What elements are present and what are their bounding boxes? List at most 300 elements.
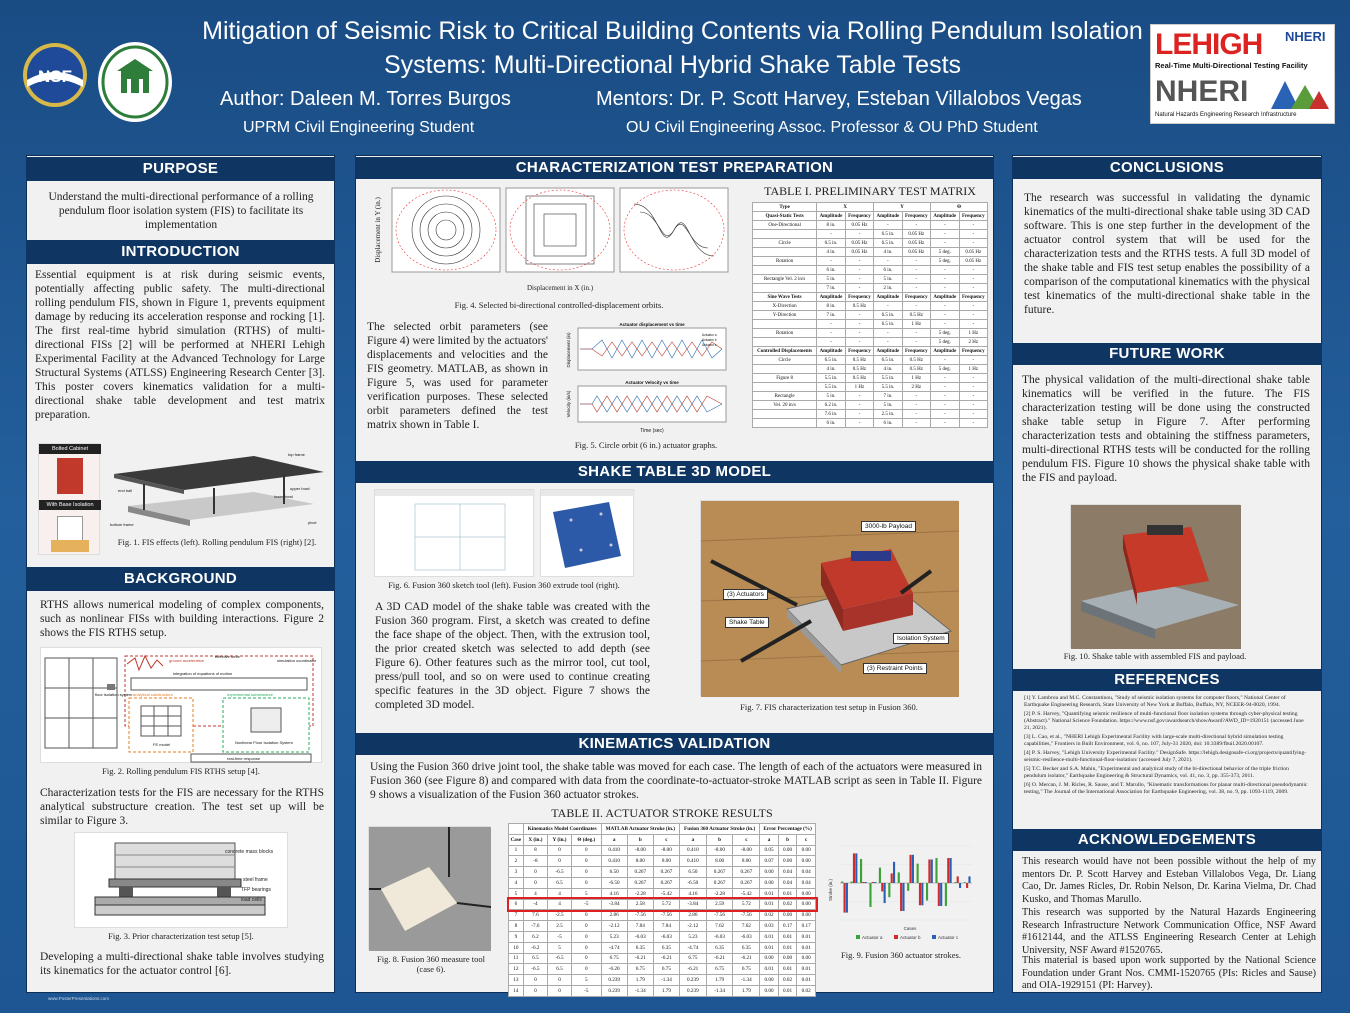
table2-cell: 5 [548, 942, 572, 953]
table2-cell: 0.04 [778, 867, 797, 878]
table1-cell: Frequency [845, 293, 873, 302]
fig5-actuator-graphs [562, 320, 730, 436]
table2-group-fusion: Fusion 360 Actuator Stroke (in.) [680, 824, 760, 835]
fig9-bar [938, 883, 940, 906]
mentors-line: Mentors: Dr. P. Scott Harvey, Esteban Villalobos Vegas [596, 88, 1082, 110]
lower-bowl-label: lower bowl [274, 494, 293, 499]
table2-row [509, 845, 816, 856]
table1-cell: 5.5 in. [817, 383, 846, 392]
table1-cell: 7 in. [817, 284, 846, 293]
table2-cell: 0.410 [680, 856, 707, 867]
table1-cell: 0.05 Hz [845, 248, 873, 257]
table2-cell: 6.35 [733, 942, 760, 953]
table2-cell: 4.16 [601, 888, 627, 899]
table1-cell: - [959, 302, 987, 311]
table1-row [753, 419, 988, 428]
table1-cell: 5 in. [874, 275, 903, 284]
references-list [1024, 695, 1312, 798]
poster-header [0, 0, 1350, 150]
table1-cell: - [845, 329, 873, 338]
fig9-bar [888, 883, 890, 897]
table2-cell: 5.23 [601, 931, 627, 942]
table2-row [509, 953, 816, 964]
table1-cell: 6.5 in. [874, 320, 903, 329]
table1-cell: Amplitude [874, 212, 903, 221]
introduction-heading: INTRODUCTION [26, 240, 335, 264]
fig9-bar [917, 864, 919, 883]
table1-cell: Amplitude [931, 347, 960, 356]
fig9-bar [907, 883, 909, 891]
table2-cell: 0.00 [778, 953, 797, 964]
table1-cell: 0.5 Hz [845, 302, 873, 311]
load-cells-label: load cells [241, 897, 262, 903]
table2-cell: -6.21 [680, 964, 707, 975]
table2-cell: 7 [509, 910, 524, 921]
table1-cell: Rotation [753, 257, 817, 266]
table2-cell: 0.04 [797, 867, 816, 878]
table2-cell: 6.75 [627, 964, 653, 975]
table1-cell: - [959, 356, 987, 365]
table1-cell: Vel. 20 in/s [753, 401, 817, 410]
kinematics-heading: KINEMATICS VALIDATION [355, 733, 994, 755]
table1-row [753, 275, 988, 284]
reference-item: [5] T.C. Becker and S.A. Mahin, "Experimental and analytical study of the bi-directional behavior of the triple friction pendulum isolator," Earthquake Engineering & Structural Dynamics, vol. 41, no. 3, pp. 355-373, 2011. [1024, 766, 1289, 779]
fig9-bar [900, 883, 902, 911]
table2-cell: -2.28 [706, 888, 733, 899]
table2-cell: 0 [572, 921, 602, 932]
table1-cell: 0.05 Hz [902, 239, 930, 248]
table2-cell: 0 [548, 856, 572, 867]
table1-cell: Frequency [959, 347, 987, 356]
table2-cell: -4 [523, 899, 547, 910]
isolation-system-label: Isolation System [893, 633, 949, 644]
table2-cell: 0.01 [778, 888, 797, 899]
table1-cell: 5 deg. [931, 257, 960, 266]
table2-cell: 0.01 [760, 942, 779, 953]
table2-cell: 0.00 [778, 845, 797, 856]
table1-cell: - [845, 338, 873, 347]
table2-cell: 0 [523, 877, 547, 888]
table1-row [753, 248, 988, 257]
table2-cell: -6.50 [601, 877, 627, 888]
table1-cell: Frequency [845, 212, 873, 221]
table2-cell: 6.75 [733, 964, 760, 975]
table2-cell: 0.01 [778, 931, 797, 942]
table1-cell: 1 Hz [845, 383, 873, 392]
future-work-text: The physical validation of the multi-directional shake table kinematics will be verified in the future. The FIS characterization testing will be done using the constructed shake table setup in Figure 7. After performing characterization tests and obtaining the stiffness parameters, multi-directional RTHS tests will be conducted for the rolling pendulum FIS. Figure 10 shows the physical shake table with the FIS and payload. [1022, 374, 1310, 484]
fig1-rolling-pendulum-fis-diagram [104, 444, 330, 536]
fig9-bar [898, 872, 900, 883]
pivot-label: pivot [308, 520, 317, 525]
table1-cell: Quasi-Static Tests [753, 212, 817, 221]
table2-actuator-stroke-results [508, 823, 816, 997]
table2-cell: 0 [523, 867, 547, 878]
nheri-small-wordmark: NHERI [1285, 29, 1326, 44]
table2-col-header: X (in.) [523, 834, 547, 845]
table1-cell: - [931, 275, 960, 284]
fig4-orbit-plots [370, 184, 748, 298]
table1-row [753, 410, 988, 419]
char-prep-text: The selected orbit parameters (see Figure 4) were limited by the actuators' displacements and velocities and the FIS geometry. MATLAB, as shown in Figure 5, was used for parameter verification purposes. These selected orbit parameters defined the test matrix shown in Table I. [367, 321, 548, 431]
table1-cell: 4 in. [874, 365, 903, 374]
table1-cell: - [931, 320, 960, 329]
with-base-isolation-label: With Base Isolation [39, 500, 101, 510]
table1-row [753, 257, 988, 266]
table2-cell: 12 [509, 964, 524, 975]
table2-cell: 6.75 [653, 964, 679, 975]
table2-cell: 0 [572, 953, 602, 964]
table2-cell: 0 [572, 856, 602, 867]
table1-cell [753, 419, 817, 428]
fig9-bar [855, 853, 857, 883]
future-work-heading: FUTURE WORK [1012, 343, 1322, 365]
fe-model-label: FE model [153, 742, 171, 747]
table1-cell: 6 in. [874, 419, 903, 428]
fig4-caption: Fig. 4. Selected bi-directional controlled-displacement orbits. [454, 300, 664, 310]
integration-label: integration of equations of motion [173, 671, 233, 676]
analytical-substructure-label: analytical substructure [133, 692, 173, 697]
fig9-bar [869, 883, 871, 907]
fig1-fis-effects-image [38, 443, 100, 555]
shake-table-label: Shake Table [725, 617, 769, 628]
fig9-bar [843, 883, 845, 913]
table2-row [509, 931, 816, 942]
table2-cell: 0.02 [760, 910, 779, 921]
restraint-points-label: (3) Restraint Points [863, 663, 927, 674]
table1-cell: Circle [753, 239, 817, 248]
table2-col-header: a [680, 834, 707, 845]
fig9-bar [947, 858, 949, 883]
table1-row [753, 401, 988, 410]
table1-cell: - [931, 356, 960, 365]
table2-cell: -6.5 [548, 953, 572, 964]
table2-cell: 0 [548, 985, 572, 996]
table2-cell: 0.01 [760, 964, 779, 975]
table1-cell: Amplitude [874, 293, 903, 302]
references-heading: REFERENCES [1012, 669, 1322, 691]
fig9-bar [940, 883, 942, 906]
table1-cell: - [902, 302, 930, 311]
table1-row [753, 284, 988, 293]
table2-cell: 2 [509, 856, 524, 867]
fig1-caption: Fig. 1. FIS effects (left). Rolling pendulum FIS (right) [2]. [117, 537, 317, 547]
table1-cell: 7 in. [874, 392, 903, 401]
reference-item: [6] O. Mercan, J. M. Ricles, R. Sause, and T. Marullo, "Kinematic transformations for planar multi-directional pseudodynamic testing," The Journal of the International Association for Earthquake Engineering, vol. 38, no. 9, pp. 1093-1119, 2009. [1024, 782, 1308, 795]
table2-cell: 8 [509, 921, 524, 932]
fig9-bar [954, 882, 956, 883]
table2-cell: 6.35 [706, 942, 733, 953]
table2-cell: 0.00 [778, 856, 797, 867]
fig9-bar [860, 859, 862, 883]
table2-cell: 6.50 [680, 867, 707, 878]
table2-cell: 0.05 [760, 845, 779, 856]
table2-cell: 2.58 [627, 899, 653, 910]
table2-col-header: Θ (deg.) [572, 834, 602, 845]
table1-cell: - [817, 329, 846, 338]
reference-item: [4] P. S. Harvey, "Lehigh University Experimental Facility." DesignSafe. https://lehigh.designsafe-ci.org/projects/quantifying-seismic-resilience-multi-functional-floor-isolation/ (accessed July 7, 2021). [1024, 750, 1307, 763]
table2-cell: 0.267 [733, 867, 760, 878]
table2-cell: 0.02 [778, 899, 797, 910]
fig3-caption: Fig. 3. Prior characterization test setup [5]. [108, 931, 254, 941]
table2-cell: 0.01 [797, 975, 816, 986]
table2-col-header: a [601, 834, 627, 845]
table1-cell: - [931, 410, 960, 419]
table1-cell [753, 383, 817, 392]
fig9-bar [841, 881, 843, 883]
top-frame-label: top frame [288, 452, 305, 457]
table1-cell: Frequency [902, 293, 930, 302]
table2-cell: 0.00 [797, 910, 816, 921]
table2-row [509, 867, 816, 878]
table2-cell: 14 [509, 985, 524, 996]
table1-cell: - [845, 230, 873, 239]
table1-cell: 8 in. [817, 221, 846, 230]
fig9-actuator-stroke-chart [826, 842, 976, 946]
table2-cell: 0.239 [680, 975, 707, 986]
table1-cell: - [959, 239, 987, 248]
fig9-bar [909, 855, 911, 883]
table2-cell: 6.2 [523, 931, 547, 942]
fig9-bar [966, 883, 968, 888]
fig9-legend-swatch [932, 935, 936, 939]
table2-cell: 0.17 [797, 921, 816, 932]
table1-cell: 4 in. [874, 248, 903, 257]
table2-cell: -4.74 [680, 942, 707, 953]
table2-cell: 0.00 [797, 899, 816, 910]
table2-cell: 5.23 [680, 931, 707, 942]
table2-cell: 0.00 [778, 910, 797, 921]
table1-cell: - [931, 392, 960, 401]
table2-cell: 0 [548, 975, 572, 986]
nheri-hazard-icons [1269, 77, 1331, 111]
fig9-bar [912, 855, 914, 883]
table2-cell: 10 [509, 942, 524, 953]
ack-paragraph-3: This material is based upon work supported by the National Science Foundation under Grant Nos. CMMI-1520765 (PIs: Ricles and Sause) and OIA-1929151 (PI: Harvey). [1022, 955, 1316, 991]
table2-cell: 11 [509, 953, 524, 964]
table1-cell: 2 Hz [959, 338, 987, 347]
fig9-bar [872, 882, 874, 883]
table1-cell: 6.2 in. [817, 401, 846, 410]
table2-cell: 0.267 [627, 877, 653, 888]
table1-cell: Rotation [753, 329, 817, 338]
table2-col-header: b [778, 834, 797, 845]
fig5-legend-a: Actuator a [702, 333, 717, 337]
table2-col-header: c [797, 834, 816, 845]
table1-cell: 0.5 Hz [845, 365, 873, 374]
table1-row [753, 320, 988, 329]
table2-row [509, 975, 816, 986]
table1-cell: 5.5 in. [874, 374, 903, 383]
fig5-xlabel: Time (sec) [640, 428, 664, 434]
table2-cell: -3.84 [680, 899, 707, 910]
reference-item: [1] Y. Lambrou and M.C. Constantinou, "Study of seismic isolation systems for computer floors," National Center of Earthquake Engineering Research, State University of New York at Buffalo, Buffalo, NY, NCEER-94-0020, 1994. [1024, 695, 1286, 708]
table1-cell: - [902, 338, 930, 347]
lehigh-nheri-logo [1150, 24, 1335, 124]
table2-cell: 0.00 [797, 888, 816, 899]
background-heading: BACKGROUND [26, 567, 335, 591]
table2-cell: 0 [572, 877, 602, 888]
shake-3d-text: A 3D CAD model of the shake table was created with the Fusion 360 program. First, a sketch was created to define the face shape of the object. Then, with the extrusion tool, the prior created sketch was selected to add depth (see Figure 6). Other features such as the mirror tool, cut tool, press/pull tool, and so on were used to continue creating specific features in the 3D object. Figure 7 shows the completed 3D model. [375, 601, 650, 711]
table2-group-matlab: MATLAB Actuator Stroke (in.) [601, 824, 679, 835]
table1-cell: - [874, 302, 903, 311]
fig9-bar [935, 858, 937, 883]
table2-cell: -2.5 [548, 910, 572, 921]
table2-cell: -2.12 [680, 921, 707, 932]
table2-cell: 4 [548, 888, 572, 899]
table2-cell: 0.03 [760, 921, 779, 932]
table2-cell: 8.00 [653, 856, 679, 867]
effective-force-label: effective force [215, 654, 240, 659]
table1-cell: 6 in. [817, 266, 846, 275]
fig8-fusion-measure-screenshot [368, 826, 490, 950]
table1-cell: Amplitude [817, 347, 846, 356]
background-text-1: RTHS allows numerical modeling of complex components, such as nonlinear FISs with building interactions. Figure 2 shows the FIS RTHS setup. [40, 599, 324, 639]
end-ball-label: end ball [118, 488, 133, 493]
table2-cell: -8.00 [653, 845, 679, 856]
purpose-text: Understand the multi-directional performance of a rolling pendulum floor isolation system (FIS) to facilitate its implementation [48, 191, 314, 231]
table2-cell: 0 [572, 931, 602, 942]
table1-cell: - [931, 239, 960, 248]
table2-cell: 8.00 [733, 856, 760, 867]
table2-cell: 6.75 [680, 953, 707, 964]
table2-row [509, 856, 816, 867]
table2-cell: -6.21 [706, 953, 733, 964]
table1-cell: - [845, 419, 873, 428]
fig9-bar [893, 862, 895, 883]
table2-cell: 0.01 [760, 931, 779, 942]
table2-cell: 0.04 [778, 877, 797, 888]
table2-cell: 4.16 [680, 888, 707, 899]
conclusions-text: The research was successful in validating the dynamic kinematics of the multi-directional shake table using 3D CAD software. This is one step further in the development of the actuator control system that will be used for the characterization tests and the RTHS tests. A full 3D model of the shake table and FIS test setup enables the possibility of a comparison of the computational kinematics with the physical test kinematics of the multi-directional shake table in the future. [1024, 192, 1310, 316]
table1-row [753, 293, 988, 302]
table2-cell: -3.84 [601, 899, 627, 910]
table2-cell: 6.5 [548, 964, 572, 975]
table1-cell: - [959, 275, 987, 284]
table2-cell: 7.62 [706, 921, 733, 932]
table1-cell: 0.05 Hz [845, 221, 873, 230]
table2-cell: -1.34 [653, 975, 679, 986]
table1-cell: - [902, 410, 930, 419]
table2-cell: -8 [523, 856, 547, 867]
table2-cell: -5 [572, 899, 602, 910]
table1-row [753, 239, 988, 248]
bolted-cabinet-label: Bolted Cabinet [39, 444, 101, 454]
table1-cell: - [845, 284, 873, 293]
table2-cell: 0.410 [601, 856, 627, 867]
fig5-top-title: Actuator displacement vs time [619, 322, 685, 327]
table2-cell: 0 [572, 867, 602, 878]
fig9-bar [926, 883, 928, 901]
table1-cell: Amplitude [817, 293, 846, 302]
table1-cell: Frequency [845, 347, 873, 356]
table2-cell: 0.17 [778, 921, 797, 932]
table2-cell: -5 [548, 931, 572, 942]
table1-cell: - [902, 221, 930, 230]
table2-cell: -6.21 [653, 953, 679, 964]
table1-row [753, 338, 988, 347]
fig5-legend-c: Actuator c [702, 343, 717, 347]
lehigh-tagline: Real-Time Multi-Directional Testing Facility [1155, 61, 1308, 70]
table2-cell: 0.267 [627, 867, 653, 878]
table2-cell: 6.50 [601, 867, 627, 878]
table2-cell: 0.267 [706, 877, 733, 888]
table1-row [753, 266, 988, 275]
table2-cell: 4 [548, 899, 572, 910]
reference-item: [3] L. Cao, et al., "NHERI Lehigh Experimental Facility with large-scale multi-directional hybrid simulation testing capabilities," Frontiers in Built Environment, vol. 6, no. 107, July-31 2020, doi: 10.3389/fbuil.2020.00107. [1024, 734, 1284, 747]
table2-cell: 1.79 [733, 985, 760, 996]
table1-row [753, 230, 988, 239]
table1-row [753, 302, 988, 311]
table1-row [753, 212, 988, 221]
table2-cell: -6.03 [706, 931, 733, 942]
fig9-bar [968, 876, 970, 883]
table1-cell: Amplitude [931, 212, 960, 221]
table2-cell: 0 [548, 845, 572, 856]
table1-cell: 6.5 in. [874, 356, 903, 365]
table1-cell: 5 deg. [931, 329, 960, 338]
table1-cell: - [902, 401, 930, 410]
table1-cell: - [931, 419, 960, 428]
table2-col-header: Y (in.) [548, 834, 572, 845]
fig5-legend-b: Actuator b [702, 338, 717, 342]
table2-cell: -6.21 [733, 953, 760, 964]
table2-cell: 6 [509, 899, 524, 910]
table1-title: TABLE I. PRELIMINARY TEST MATRIX [764, 184, 976, 198]
table1-cell: 7.6 in. [817, 410, 846, 419]
table1-cell: Frequency [902, 347, 930, 356]
nsf-logo [22, 42, 88, 108]
conclusions-heading: CONCLUSIONS [1012, 157, 1322, 179]
table1-cell: - [959, 410, 987, 419]
table2-cell: 0.00 [760, 877, 779, 888]
table2-row [509, 921, 816, 932]
table2-cell: 6.5 [523, 953, 547, 964]
fig3-prior-test-setup-diagram [74, 832, 288, 928]
table1-cell: 5.5 in. [817, 374, 846, 383]
table2-cell: 6.75 [601, 953, 627, 964]
table2-cell: 2.59 [706, 899, 733, 910]
table2-row [509, 910, 816, 921]
table1-cell [753, 230, 817, 239]
table1-cell: - [959, 419, 987, 428]
author-affiliation: UPRM Civil Engineering Student [243, 119, 475, 136]
table2-cell: 0.01 [760, 888, 779, 899]
table2-cell: 1.79 [627, 975, 653, 986]
author-line: Author: Daleen M. Torres Burgos [220, 88, 511, 110]
table1-cell: 5 in. [817, 275, 846, 284]
table1-cell: - [959, 311, 987, 320]
table2-cell: 0.239 [601, 985, 627, 996]
table2-cell: 0 [572, 910, 602, 921]
table1-cell: 5 deg. [931, 248, 960, 257]
table2-cell: -5.42 [653, 888, 679, 899]
table2-cell: 6.75 [706, 964, 733, 975]
fig7-fusion-3d-model [700, 500, 958, 696]
fig9-bar [853, 853, 855, 883]
table2-cell: -6.03 [653, 931, 679, 942]
table1-cell: - [931, 221, 960, 230]
table1-cell: Figure 8 [753, 374, 817, 383]
table1-type-header: Type [753, 203, 817, 212]
table2-cell: 9 [509, 931, 524, 942]
table2-cell: 5.72 [733, 899, 760, 910]
experimental-substructure-label: experimental substructure [227, 692, 274, 697]
table2-cell: -8.00 [627, 845, 653, 856]
table2-cell: 0.07 [760, 856, 779, 867]
table1-cell: Frequency [902, 212, 930, 221]
table1-cell: - [845, 311, 873, 320]
table2-cell: 0 [572, 964, 602, 975]
